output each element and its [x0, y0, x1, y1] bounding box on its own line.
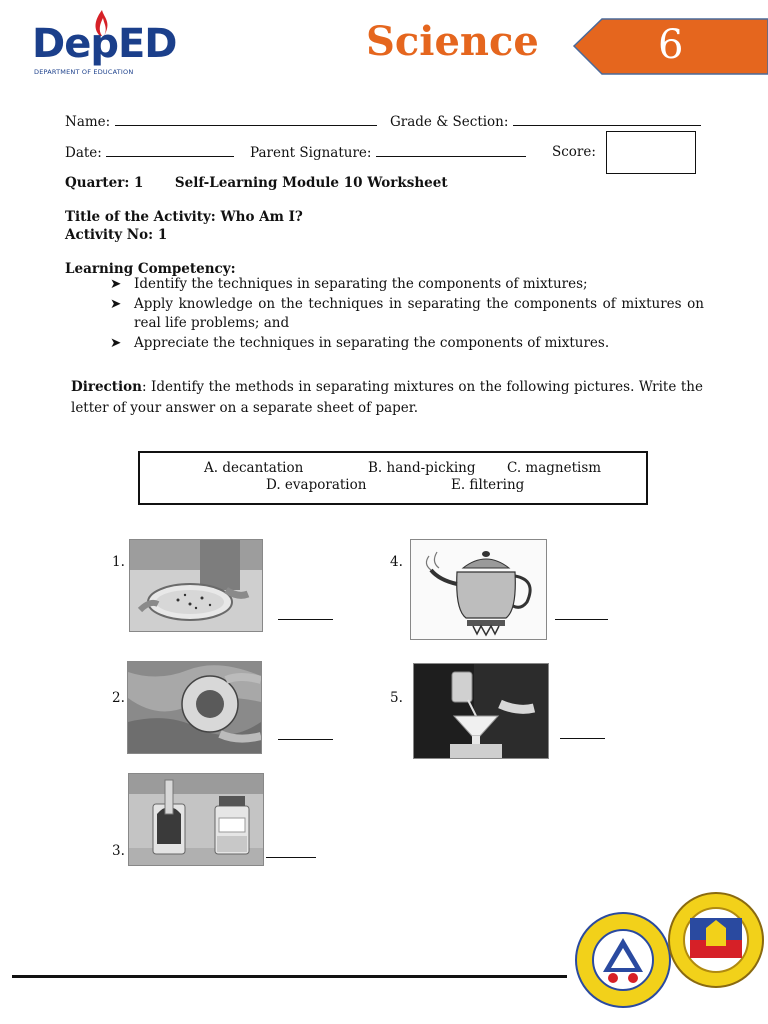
choice-d: D. evaporation — [266, 477, 367, 493]
logo-text: DepED — [32, 21, 177, 67]
answer-blank-4[interactable] — [555, 618, 608, 620]
item-number-3: 3. — [112, 843, 125, 859]
date-field[interactable] — [65, 144, 234, 161]
name-label: Name: — [65, 114, 111, 130]
competency-list — [108, 275, 704, 353]
grade-section-label: Grade & Section: — [390, 114, 509, 130]
grade-tab — [572, 18, 768, 75]
activity-number: Activity No: 1 — [65, 227, 168, 243]
name-blank[interactable] — [115, 113, 377, 126]
choice-c: C. magnetism — [507, 460, 602, 476]
subject-title: Science — [366, 18, 539, 65]
date-label: Date: — [65, 145, 102, 161]
date-blank[interactable] — [106, 144, 234, 157]
choice-e: E. filtering — [451, 477, 525, 493]
direction-body: : Identify the methods in separating mixtures on the following pictures. Write the letter of your answer on a separate sheet of paper. — [71, 379, 703, 416]
item-number-2: 2. — [112, 690, 125, 706]
competency-heading: Learning Competency: — [65, 261, 236, 277]
activity-title-value: : Who Am I? — [210, 209, 303, 225]
pasig-city-seal — [668, 892, 764, 988]
arrow-bullet-icon: ➤ — [110, 295, 122, 312]
list-item — [108, 334, 704, 354]
grade-section-field[interactable] — [390, 113, 701, 130]
list-item — [108, 275, 704, 295]
grade-number: 6 — [658, 22, 684, 68]
competency-text: Identify the techniques in separating the components of mixtures; — [134, 276, 588, 292]
competency-text: Apply knowledge on the techniques in separating the components of mixtures on real life problems; and — [134, 295, 704, 331]
choice-a: A. decantation — [204, 460, 304, 476]
grade-section-blank[interactable] — [513, 113, 701, 126]
choices-box — [138, 451, 648, 505]
direction-text — [71, 377, 703, 419]
arrow-bullet-icon: ➤ — [110, 276, 122, 292]
competency-text: Appreciate the techniques in separating the components of mixtures. — [134, 334, 610, 351]
choice-b: B. hand-picking — [368, 460, 476, 476]
activity-title-label: Title of the Activity — [65, 209, 211, 225]
item-number-1: 1. — [112, 554, 125, 570]
list-item — [108, 295, 704, 334]
picture-3-decanting — [128, 773, 264, 866]
answer-blank-1[interactable] — [278, 618, 333, 620]
footer-divider — [12, 975, 567, 978]
deped-logo — [30, 8, 180, 78]
parent-signature-blank[interactable] — [376, 144, 526, 157]
score-label: Score: — [552, 144, 596, 160]
picture-1-sifting — [129, 539, 263, 632]
logo-subtitle: DEPARTMENT OF EDUCATION — [34, 68, 134, 76]
item-number-5: 5. — [390, 690, 403, 706]
worksheet-title: Self-Learning Module 10 Worksheet — [174, 175, 448, 191]
picture-4-kettle — [410, 539, 547, 640]
activity-title — [65, 209, 303, 225]
name-field[interactable] — [65, 113, 377, 130]
quarter: Quarter: 1 — [65, 175, 144, 191]
parent-signature-label: Parent Signature: — [250, 145, 372, 161]
score-box[interactable] — [606, 131, 696, 174]
picture-5-filtering — [413, 663, 549, 759]
division-of-pasig-seal — [575, 912, 671, 1008]
answer-blank-5[interactable] — [560, 737, 605, 739]
item-number-4: 4. — [390, 554, 403, 570]
answer-blank-3[interactable] — [266, 856, 316, 858]
direction-label: Direction — [71, 379, 142, 395]
arrow-bullet-icon: ➤ — [110, 334, 122, 351]
parent-signature-field[interactable] — [250, 144, 526, 161]
picture-2-panning — [127, 661, 262, 754]
answer-blank-2[interactable] — [278, 738, 333, 740]
quarter-line — [65, 175, 448, 191]
